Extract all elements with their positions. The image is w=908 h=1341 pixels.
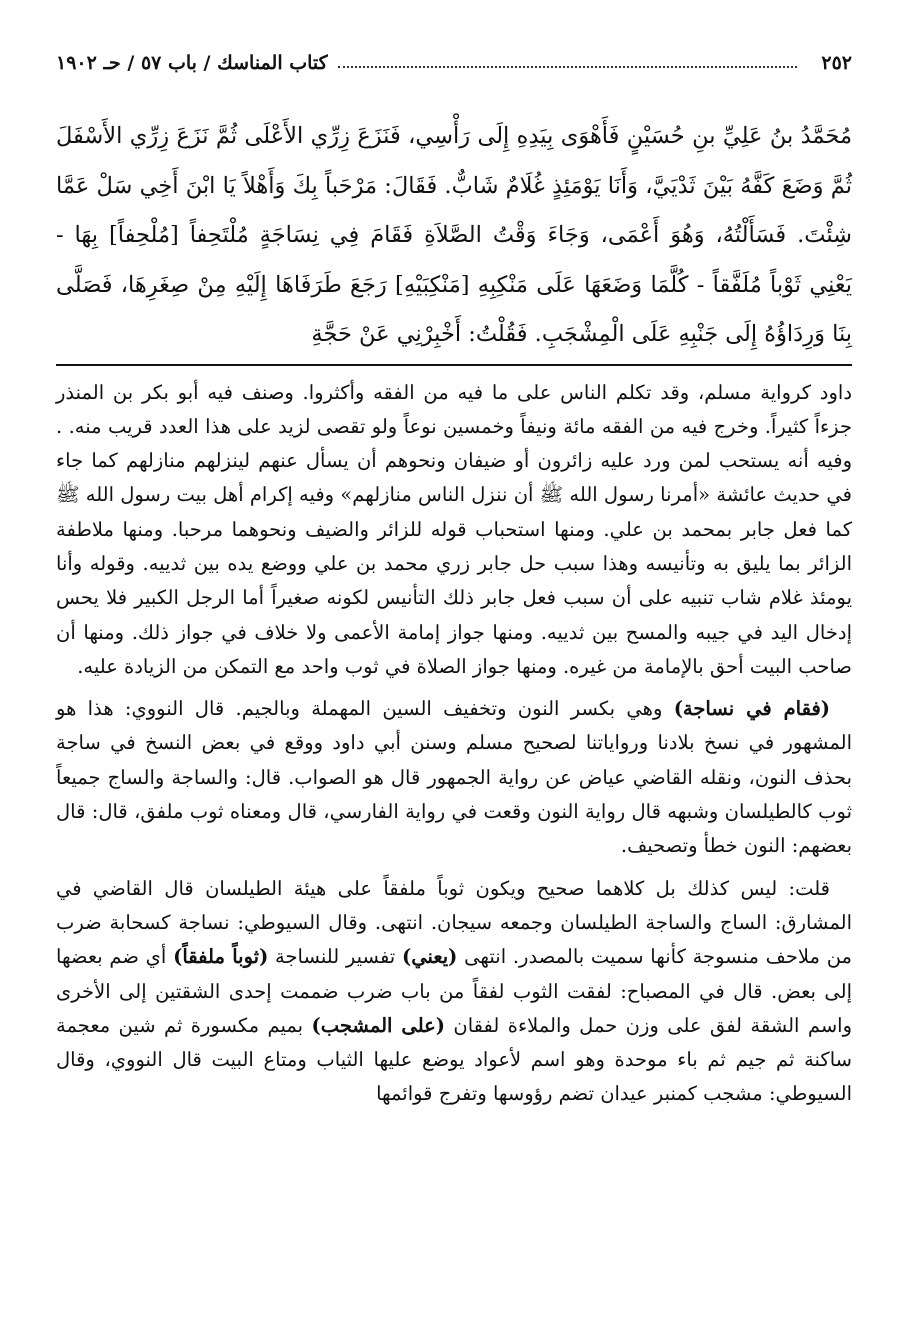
- document-page: [56, 48, 852, 1318]
- header-dotted-leader: [338, 66, 798, 68]
- commentary-paragraph-1: داود كرواية مسلم، وقد تكلم الناس على ما فيه من الفقه وأكثروا. وصنف فيه أبو بكر بن المنذر جزءاً كثيراً. وخرج فيه من الفقه مائة ونيفاً وخمسين نوعاً ولو تقصى لزيد على هذا العدد قريب منه. . وفيه أنه يستحب لمن ورد عليه زائرون أو ضيفان ونحوهم أن يسأل عنهم لينزلهم منازلهم كما جاء في حديث عائشة «أمرنا رسول الله ﷺ أن ننزل الناس منازلهم» وفيه إكرام أهل بيت رسول الله ﷺ كما فعل جابر بمحمد بن علي. ومنها استحباب قوله للزائر والضيف ونحوهما مرحبا. ومنها ملاطفة الزائر بما يليق به وتأنيسه وهذا سبب حل جابر زري محمد بن علي ووضع يده بين ثدييه. وقوله وأنا يومئذ غلام شاب تنبيه على أن سبب فعل جابر ذلك التأنيس لكونه صغيراً أما الرجل الكبير فلا يحس إدخال اليد في جيبه والمسح بين ثدييه. ومنها جواز إمامة الأعمى ولا خلاف في جواز ذلك. ومنها أن صاحب البيت أحق بالإمامة من غيره. ومنها جواز الصلاة في ثوب واحد مع التمكن من الزيادة عليه.: [56, 380, 852, 678]
- footnote-separator: [56, 364, 852, 366]
- page-header: [56, 48, 852, 78]
- bold-term: (ثوباً ملفقاً): [173, 945, 269, 969]
- bold-term: (فقام في نساجة): [673, 697, 830, 721]
- paragraph-text: وهي بكسر النون وتخفيف السين المهملة وبالجيم. قال النووي: هذا هو المشهور في نسخ بلادنا ورواياتنا لصحيح مسلم وسنن أبي داود ووقع في بعض النسخ في ساجة بحذف النون، ونقله القاضي عياض عن رواية الجمهور قال هو الصواب. قال: والساجة والساج جميعاً ثوب كالطيلسان وشبهه قال رواية النون وقعت في رواية الفارسي، قال ومعناه ثوب ملفق، قال: قال بعضهم: النون خطأ وتصحيف.: [56, 697, 852, 858]
- page-number: ٢٥٢: [821, 52, 852, 74]
- running-title: كتاب المناسك / باب ٥٧ / حـ ١٩٠٢: [56, 52, 328, 74]
- paragraph-text: أي ضم بعضها إلى بعض. قال في المصباح: لفقت الثوب لفقاً من باب ضرب ضممت إحدى الشقتين إلى الأخرى واسم الشقة لفق على وزن حمل والملاءة لفقان: [56, 945, 853, 1037]
- paragraph-text: تفسير للنساجة: [268, 945, 402, 969]
- bold-term: (يعني): [401, 945, 458, 969]
- hadith-text: مُحَمَّدُ بنُ عَلِيِّ بنِ حُسَيْنٍ فَأَهْوَى بِيَدِهِ إِلَى رَأْسِي، فَنَزَعَ زِرِّي الأَعْلَى ثُمَّ نَزَعَ زِرِّي الأَسْفَلَ ثُمَّ وَضَعَ كَفَّهُ بَيْنَ ثَدْيَيَّ، وَأَنَا يَوْمَئِذٍ غُلَامٌ شَابٌّ. فَقَالَ: مَرْحَباً بِكَ وَأَهْلاً يَا ابْنَ أَخِي سَلْ عَمَّا شِئْتَ. فَسَأَلْتُهُ، وَهُوَ أَعْمَى، وَجَاءَ وَقْتُ الصَّلاَةِ فَقَامَ فِي نِسَاجَةٍ مُلْتَحِفاً [مُلْحِفاً] بِهَا - يَعْنِي ثَوْباً مُلَفَّقاً - كُلَّمَا وَضَعَهَا عَلَى مَنْكِبِهِ [مَنْكِبَيْهِ] رَجَعَ طَرَفَاهَا إِلَيْهِ مِنْ صِغَرِهَا، فَصَلَّى بِنَا وَرِدَاؤُهُ إِلَى جَنْبِهِ عَلَى الْمِشْجَبِ. فَقُلْتُ: أَخْبِرْنِي عَنْ حَجَّةِ: [56, 123, 852, 347]
- commentary-paragraph-3: [56, 872, 852, 1112]
- paragraph-text: بميم مكسورة ثم شين معجمة ساكنة ثم جيم ثم باء موحدة وهو اسم لأعواد يوضع عليها الثياب ومتاع البيت قال النووي، وقال السيوطي: مشجب كمنبر عيدان تضم رؤوسها وتفرج قوائمها: [56, 1013, 852, 1106]
- commentary-paragraph-2: [56, 692, 852, 863]
- paragraph-text: قلت: ليس كذلك بل كلاهما صحيح ويكون ثوباً ملفقاً على هيئة الطيلسان قال القاضي في المشارق: الساج والساجة الطيلسان وجمعه سيجان. انتهى. وقال السيوطي: نساجة كسحابة ضرب من ملاحف منسوجة كأنها سميت بالمصدر. انتهى: [56, 876, 852, 969]
- bold-term: (على المشجب): [311, 1013, 446, 1037]
- commentary-section: [56, 376, 852, 1112]
